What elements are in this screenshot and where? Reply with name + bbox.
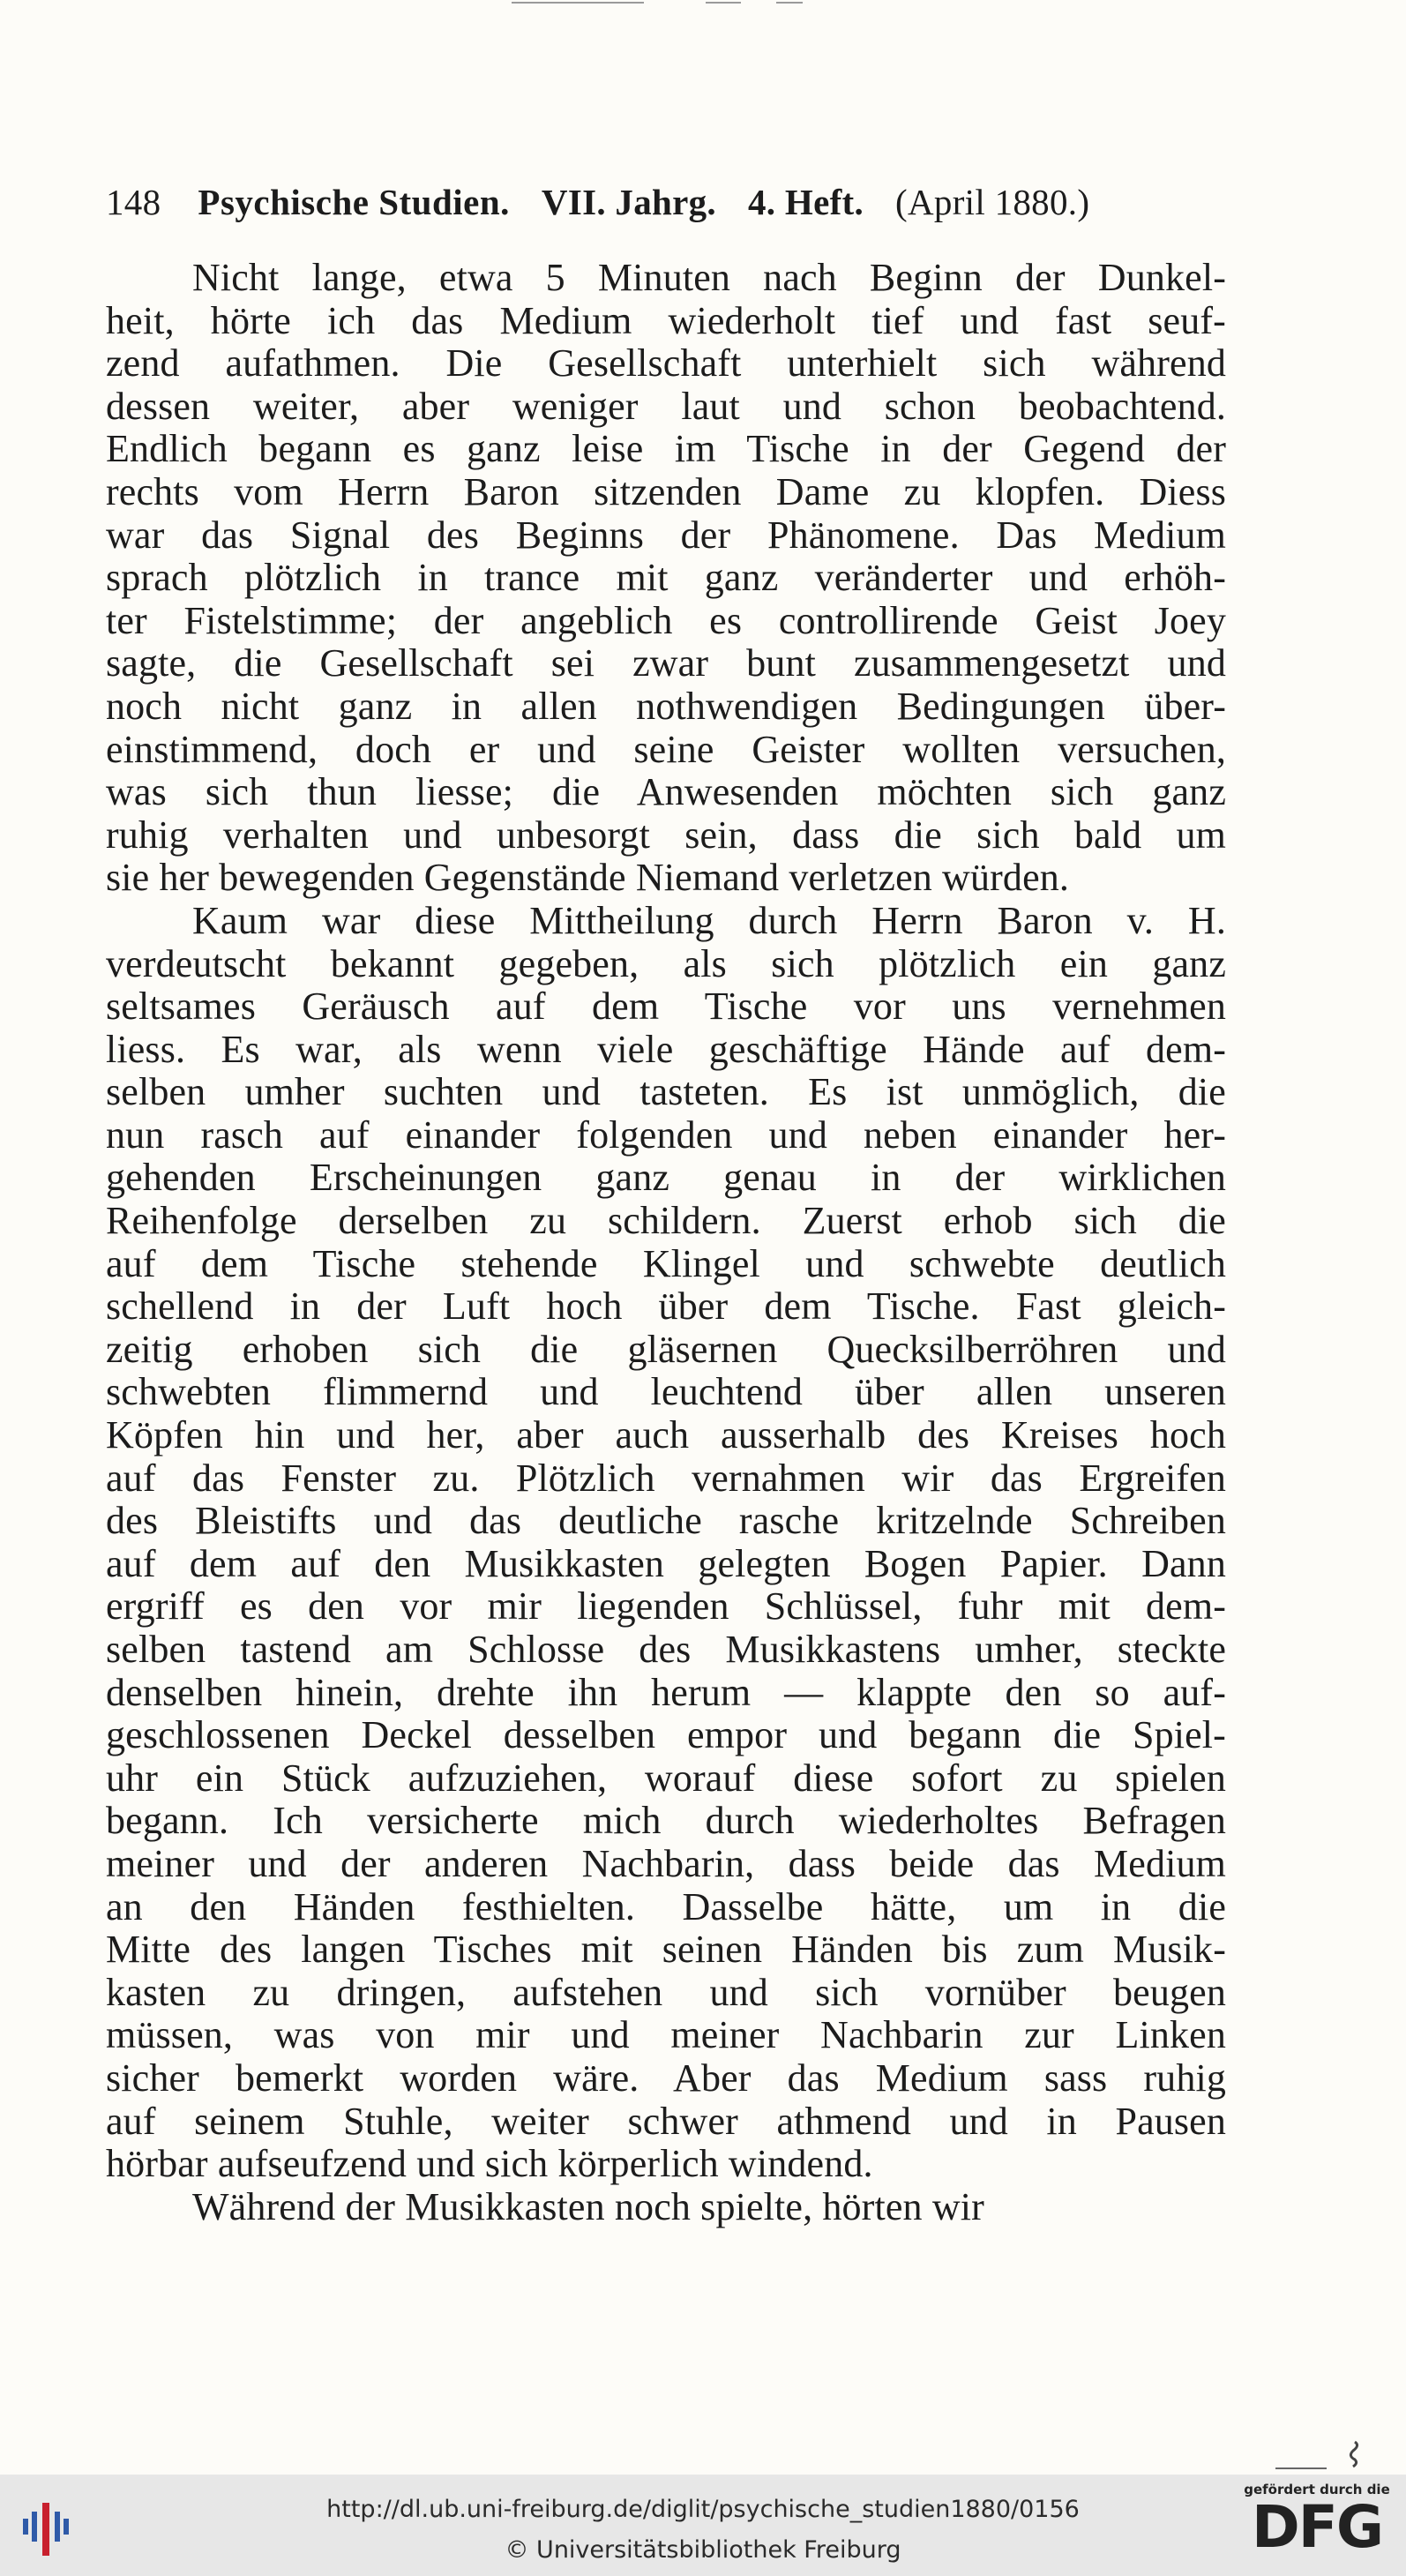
text-line: war das Signal des Beginns der Phänomene. Das Medium — [106, 513, 1226, 557]
text-line: zend aufathmen. Die Gesellschaft unterhielt sich während — [106, 342, 1226, 386]
text-line: auf dem auf den Musikkasten gelegten Bogen Papier. Dann — [106, 1542, 1226, 1585]
text-line: sicher bemerkt worden wäre. Aber das Medium sass ruhig — [106, 2056, 1226, 2100]
text-line: begann. Ich versicherte mich durch wiederholtes Befragen — [106, 1800, 1226, 1843]
body-text — [106, 257, 1226, 2228]
text-line: Mitte des langen Tisches mit seinen Händen bis zum Musik- — [106, 1928, 1226, 1972]
text-line: sprach plötzlich in trance mit ganz veränderter und erhöh- — [106, 557, 1226, 600]
page-number: 148 — [106, 182, 161, 222]
text-line: noch nicht ganz in allen nothwendigen Bedingungen über- — [106, 685, 1226, 728]
text-line: einstimmend, doch er und seine Geister wollten versuchen, — [106, 728, 1226, 771]
text-line: Köpfen hin und her, aber auch ausserhalb des Kreises hoch — [106, 1414, 1226, 1457]
text-line: ruhig verhalten und unbesorgt sein, dass die sich bald um — [106, 813, 1226, 857]
dfg-wordmark: DFG — [1251, 2493, 1383, 2561]
text-line: geschlossenen Deckel desselben empor und begann die Spiel- — [106, 1714, 1226, 1757]
text-line: seltsames Geräusch auf dem Tische vor uns vernehmen — [106, 985, 1226, 1029]
text-line: Reihenfolge derselben zu schildern. Zuerst erhob sich die — [106, 1200, 1226, 1243]
text-line: sagte, die Gesellschaft sei zwar bunt zusammengesetzt und — [106, 642, 1226, 685]
text-line: zeitig erhoben sich die gläsernen Quecksilberröhren und — [106, 1328, 1226, 1371]
text-line: auf das Fenster zu. Plötzlich vernahmen wir das Ergreifen — [106, 1456, 1226, 1500]
text-line: ter Fistelstimme; der angeblich es controllirende Geist Joey — [106, 599, 1226, 642]
text-line: Nicht lange, etwa 5 Minuten nach Beginn der Dunkel- — [192, 257, 1226, 299]
text-line: verdeutscht bekannt gegeben, als sich plötzlich ein ganz — [106, 942, 1226, 985]
text-line: müssen, was von mir und meiner Nachbarin zur Linken — [106, 2014, 1226, 2057]
top-edge-marks — [512, 0, 864, 9]
dfg-funding-text: gefördert durch die — [1244, 2482, 1390, 2497]
scan-corner-mark — [1274, 2437, 1371, 2472]
text-line: sie her bewegenden Gegenstände Niemand verletzen würden. — [106, 857, 1070, 900]
text-line: uhr ein Stück aufzuziehen, worauf diese sofort zu spielen — [106, 1756, 1226, 1800]
text-line: liess. Es war, als wenn viele geschäftige Hände auf dem- — [106, 1028, 1226, 1071]
text-line: auf seinem Stuhle, weiter schwer athmend und in Pausen — [106, 2100, 1226, 2143]
text-line: Während der Musikkasten noch spielte, hörten wir — [192, 2185, 984, 2228]
text-line: an den Händen festhielten. Dasselbe hätte, um in die — [106, 1885, 1226, 1928]
footer-copyright: © Universitätsbibliothek Freiburg — [505, 2536, 901, 2564]
text-line: gehenden Erscheinungen ganz genau in der wirklichen — [106, 1157, 1226, 1200]
volume-label: VII. Jahrg. — [541, 182, 716, 222]
text-line: schwebten flimmernd und leuchtend über allen unseren — [106, 1371, 1226, 1414]
text-line: selben umher suchten und tasteten. Es ist unmöglich, die — [106, 1071, 1226, 1114]
book-page — [106, 181, 1226, 2228]
text-line: nun rasch auf einander folgenden und neben einander her- — [106, 1113, 1226, 1157]
text-line: selben tastend am Schlosse des Musikkastens umher, steckte — [106, 1629, 1226, 1671]
footer-bar — [0, 2475, 1406, 2576]
text-line: schellend in der Luft hoch über dem Tische. Fast gleich- — [106, 1285, 1226, 1329]
text-line: ergriff es den vor mir liegenden Schlüssel, fuhr mit dem- — [106, 1585, 1226, 1629]
text-line: rechts vom Herrn Baron sitzenden Dame zu klopfen. Diess — [106, 470, 1226, 513]
running-head — [106, 181, 1226, 223]
text-line: Kaum war diese Mittheilung durch Herrn Baron v. H. — [192, 899, 1226, 942]
journal-title: Psychische Studien. — [198, 182, 510, 222]
text-line: denselben hinein, drehte ihn herum — klappte den so auf- — [106, 1671, 1226, 1714]
issue-label: 4. Heft. — [747, 182, 864, 222]
text-line: kasten zu dringen, aufstehen und sich vornüber beugen — [106, 1971, 1226, 2014]
text-line: Endlich begann es ganz leise im Tische in der Gegend der — [106, 428, 1226, 471]
text-line: dessen weiter, aber weniger laut und schon beobachtend. — [106, 385, 1226, 428]
text-line: auf dem Tische stehende Klingel und schwebte deutlich — [106, 1242, 1226, 1285]
text-line: hörbar aufseufzend und sich körperlich windend. — [106, 2143, 873, 2186]
dfg-logo — [1242, 2482, 1392, 2573]
footer-url-link[interactable]: http://dl.ub.uni-freiburg.de/diglit/psychische_studien1880/0156 — [326, 2496, 1080, 2523]
text-line: heit, hörte ich das Medium wiederholt tief und fast seuf- — [106, 299, 1226, 342]
text-line: was sich thun liesse; die Anwesenden möchten sich ganz — [106, 771, 1226, 814]
issue-date: (April 1880.) — [895, 182, 1090, 222]
text-line: des Bleistifts und das deutliche rasche kritzelnde Schreiben — [106, 1500, 1226, 1543]
text-line: meiner und der anderen Nachbarin, dass beide das Medium — [106, 1842, 1226, 1885]
